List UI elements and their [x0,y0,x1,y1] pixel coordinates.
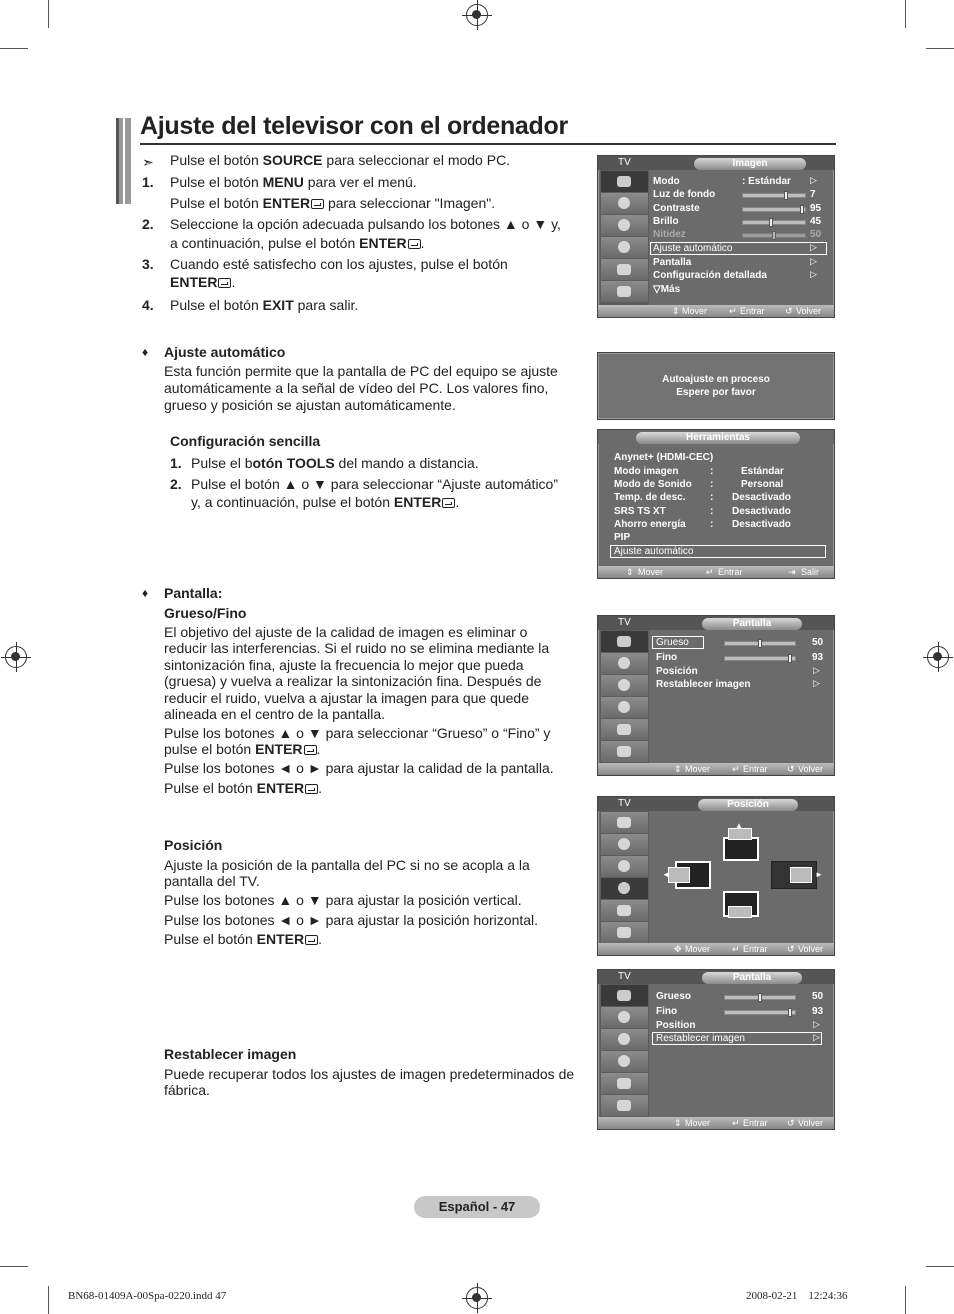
application-icon[interactable] [601,1095,648,1116]
title-decoration [116,118,131,204]
tools-temp-value: Desactivado [732,492,791,503]
tools-modo-sonido[interactable]: Modo de Sonido [614,479,692,490]
step-number: 1. [142,174,154,190]
registration-mark-icon [466,1287,488,1309]
menu-value-grueso: 50 [812,637,824,648]
exit-icon: ⇥ [788,567,796,577]
return-icon: ↺ [787,764,795,774]
arrow-right-icon: ▷ [810,175,817,185]
menu-header: Pantalla [702,972,802,984]
slider-contraste[interactable] [742,207,806,212]
menu-item-pantalla[interactable]: Pantalla [653,257,692,268]
input-icon[interactable] [601,900,648,921]
page-title: Ajuste del televisor con el ordenador [140,112,568,140]
bullet-icon: ♦ [142,345,149,359]
sound-icon[interactable] [601,653,648,674]
move-icon: ⇕ [674,1118,682,1128]
crop-mark [0,1266,28,1267]
step-number: 2. [170,476,182,492]
picture-icon[interactable] [601,171,648,192]
intro-step: Pulse el botón SOURCE para seleccionar el modo PC. [170,152,511,168]
enter-icon: ↵ [732,944,740,954]
menu-footer: ⇕ Mover ↵ Entrar ↺ Volver [598,763,834,775]
crop-mark [926,1266,954,1267]
input-icon[interactable] [601,1073,648,1094]
channel-icon[interactable] [601,215,648,236]
slider-nitidez[interactable] [742,233,806,238]
picture-icon[interactable] [601,631,648,652]
move-icon: ⇕ [674,764,682,774]
menu-sidebar [600,170,649,305]
crop-mark [48,0,49,28]
section-body: El objetivo del ajuste de la calidad de imagen es eliminar o reducir las interferencias. Si el ruido no se elimina mediante la sintonización fina, ajuste la frecuencia lo mejor que pueda (gruesa) y vuelva a realizar la sintonización fina. Después de reducir el ruido, vuelva a ajustar la imagen para que quede alineada en el centro de la pantalla. [164,624,550,723]
step-4: Pulse el botón EXIT para salir. [170,297,359,313]
menu-item-modo[interactable]: Modo [653,176,680,187]
position-screen-bottom[interactable] [723,891,759,917]
instruction-line: Pulse el botón ENTER . [164,931,322,947]
enter-icon [305,784,318,794]
menu-item-config[interactable]: Configuración detallada [653,270,767,281]
menu-header: Pantalla [702,618,802,630]
menu-item-position[interactable]: Position [656,1020,696,1031]
setup-icon[interactable] [601,1051,648,1072]
slider-luz[interactable] [742,193,806,198]
crop-mark [48,1286,49,1314]
slider-brillo[interactable] [742,220,806,225]
menu-value-grueso: 50 [812,991,824,1002]
registration-mark-icon [5,646,27,668]
step-3-line2: ENTER . [170,274,236,290]
step-2-line2: a continuación, pulse el botón ENTER . [170,235,425,251]
subsection-heading: Restablecer imagen [164,1046,297,1062]
step-number: 3. [142,256,154,272]
tools-modo-imagen[interactable]: Modo imagen [614,466,679,477]
menu-item-fino[interactable]: Fino [656,1006,678,1017]
menu-header: Imagen [694,158,806,170]
instruction-line: Pulse los botones ◄ o ► para ajustar la posición horizontal. [164,912,539,928]
application-icon[interactable] [601,281,648,302]
step-number: 2. [142,216,154,232]
tv-label: TV [618,157,631,168]
menu-item-grueso[interactable]: Grueso [656,991,692,1002]
crop-mark [905,1286,906,1314]
menu-item-fino[interactable]: Fino [656,652,678,663]
tools-anynet[interactable]: Anynet+ (HDMI-CEC) [614,452,714,463]
title-rule [140,143,836,145]
footer-date: 2008-02-21 12:24:36 [746,1290,848,1302]
subsection-heading: Posición [164,837,223,853]
slider-fino[interactable] [724,656,796,661]
enter-icon [408,239,421,249]
tv-label: TV [618,798,631,809]
tools-ahorro-value: Desactivado [732,519,791,530]
move-4way-icon: ✥ [674,944,682,954]
instruction-line: Pulse los botones ◄ o ► para ajustar la calidad de la pantalla. [164,760,554,776]
channel-icon[interactable] [601,675,648,696]
arrow-right-icon: ▷ [813,1032,820,1042]
tools-ajuste-auto[interactable]: Ajuste automático [614,546,694,557]
setup-icon[interactable] [601,237,648,258]
menu-header: Herramientas [636,432,800,444]
subsection-heading: Configuración sencilla [170,433,321,449]
section-heading: Pantalla: [164,585,223,601]
menu-value-nitidez: 50 [810,229,822,240]
menu-footer: ⇕ Mover ↵ Entrar ↺ Volver [598,1117,834,1129]
move-icon: ⇕ [672,306,680,316]
channel-icon[interactable] [601,856,648,877]
menu-value-contraste: 95 [810,203,822,214]
slider-grueso[interactable] [724,641,796,646]
tools-srs-value: Desactivado [732,506,791,517]
tv-label: TV [618,617,631,628]
subsection-heading: Grueso/Fino [164,605,247,621]
position-screen-top[interactable] [723,837,759,861]
osd-tools-menu: Herramientas Anynet+ (HDMI-CEC) Modo imagen : Estándar Modo de Sonido : Personal Temp. de desc. : Desactivado SRS TS XT : Desactivado Ahorro energía : Desactivado PIP Ajuste automático ⇕ Mover ↵ Entrar ⇥ Salir [597,429,835,579]
menu-footer: ⇕ Mover ↵ Entrar ↺ Volver [598,305,834,317]
osd-pantalla-reset-menu [597,969,835,1130]
section-heading: Ajuste automático [164,344,286,360]
tools-pip[interactable]: PIP [614,532,631,543]
enter-icon: ↵ [706,567,714,577]
footer-file: BN68-01409A-00Spa-0220.indd 47 [68,1290,227,1302]
menu-footer: ✥ Mover ↵ Entrar ↺ Volver [598,943,834,955]
section-body: Esta función permite que la pantalla de PC del equipo se ajuste automáticamente a la señal de vídeo del PC. Los valores fino, grueso y posición se ajustan automáticamente. [164,363,558,413]
return-icon: ↺ [787,1118,795,1128]
instruction-line: Pulse los botones ▲ o ▼ para ajustar la posición vertical. [164,892,522,908]
step-number: 4. [142,297,154,313]
tools-temp[interactable]: Temp. de desc. [614,492,686,503]
arrow-right-icon: ▷ [813,678,820,688]
tools-srs[interactable]: SRS TS XT [614,506,666,517]
easy-step-1: Pulse el botón TOOLS del mando a distancia. [191,455,479,471]
menu-item-restablecer[interactable]: Restablecer imagen [656,679,751,690]
input-icon[interactable] [601,259,648,280]
tv-label: TV [618,971,631,982]
menu-item-nitidez[interactable]: Nitidez [653,229,686,240]
instruction-line: pulse el botón ENTER . [164,741,321,757]
section-body: Puede recuperar todos los ajustes de imagen predeterminados de fábrica. [164,1066,575,1099]
menu-footer: ⇕ Mover ↵ Entrar ⇥ Salir [598,566,834,578]
arrow-right-icon: ▷ [813,665,820,675]
application-icon[interactable] [601,741,648,762]
menu-value-luz: 7 [810,189,816,200]
position-screen-right[interactable] [771,861,817,889]
enter-icon [311,199,324,209]
sound-icon[interactable] [601,834,648,855]
instruction-line: Pulse los botones ▲ o ▼ para seleccionar “Grueso” o “Fino” y [164,725,551,741]
sound-icon[interactable] [601,1007,648,1028]
return-icon: ↺ [787,944,795,954]
step-number: 1. [170,455,182,471]
enter-icon [305,935,318,945]
input-icon[interactable] [601,719,648,740]
crop-mark [926,48,954,49]
menu-item-restablecer[interactable]: Restablecer imagen [656,1033,745,1044]
menu-value-brillo: 45 [810,216,822,227]
page-number-badge: Español - 47 [414,1196,540,1218]
step-1: Pulse el botón MENU para ver el menú. [170,174,417,190]
bullet-icon: ♦ [142,586,149,600]
section-body: Ajuste la posición de la pantalla del PC si no se acopla a la pantalla del TV. [164,857,530,890]
menu-item-brillo[interactable]: Brillo [653,216,679,227]
enter-icon [218,278,231,288]
menu-item-mas[interactable]: ▽Más [653,284,681,295]
application-icon[interactable] [601,922,648,943]
osd-autoadjust-progress [597,352,835,420]
registration-mark-icon [466,4,488,26]
enter-icon [442,498,455,508]
slider-grueso[interactable] [724,995,796,1000]
picture-icon[interactable] [601,812,648,833]
tools-modo-imagen-value: Estándar [741,466,784,477]
channel-icon[interactable] [601,1029,648,1050]
menu-value-modo: : Estándar [742,176,791,187]
arrow-right-icon: ▷ [813,1019,820,1029]
crop-mark [905,0,906,28]
enter-icon: ↵ [729,306,737,316]
setup-icon[interactable] [601,697,648,718]
arrow-right-icon: ▷ [810,269,817,279]
return-icon: ↺ [785,306,793,316]
menu-header: Posición [698,799,798,811]
osd-pantalla-menu [597,615,835,776]
arrow-right-icon: ▷ [810,256,817,266]
osd-posicion-menu [597,796,835,956]
menu-value-fino: 93 [812,652,824,663]
menu-sidebar [600,984,649,1117]
menu-item-grueso[interactable]: Grueso [656,637,689,648]
menu-item-posicion[interactable]: Posición [656,666,698,677]
menu-value-fino: 93 [812,1006,824,1017]
picture-icon[interactable] [601,985,648,1006]
slider-fino[interactable] [724,1010,796,1015]
note-arrow-icon: ➣ [142,154,154,170]
setup-icon[interactable] [601,878,648,899]
enter-icon: ↵ [732,1118,740,1128]
tools-modo-sonido-value: Personal [741,479,784,490]
step-1b: Pulse el botón ENTER para seleccionar "Imagen". [170,195,496,211]
easy-step-2-line1: Pulse el botón ▲ o ▼ para seleccionar “Ajuste automático” [191,476,559,492]
registration-mark-icon [927,646,949,668]
arrow-up-icon: ▲ [735,821,743,830]
instruction-line: Pulse el botón ENTER . [164,780,322,796]
move-icon: ⇕ [626,567,634,577]
progress-line2: Espere por favor [676,387,756,398]
arrow-right-icon: ▷ [810,242,817,252]
tools-ahorro[interactable]: Ahorro energía [614,519,686,530]
progress-line1: Autoajuste en proceso [662,374,770,385]
osd-imagen-menu [597,155,835,318]
crop-mark [0,48,28,49]
easy-step-2-line2: y, a continuación, pulse el botón ENTER . [191,494,460,510]
menu-item-luz[interactable]: Luz de fondo [653,189,716,200]
arrow-right-icon: ► [815,870,823,879]
sound-icon[interactable] [601,193,648,214]
menu-sidebar [600,811,649,943]
arrow-left-icon: ◄ [662,870,670,879]
enter-icon: ↵ [732,764,740,774]
step-2-line1: Seleccione la opción adecuada pulsando los botones ▲ o ▼ y, [170,216,561,232]
menu-item-contraste[interactable]: Contraste [653,203,700,214]
menu-sidebar [600,630,649,763]
menu-item-ajuste-auto[interactable]: Ajuste automático [653,243,733,254]
position-screen-left[interactable] [675,861,711,889]
step-3-line1: Cuando esté satisfecho con los ajustes, pulse el botón [170,256,508,272]
enter-icon [304,745,317,755]
